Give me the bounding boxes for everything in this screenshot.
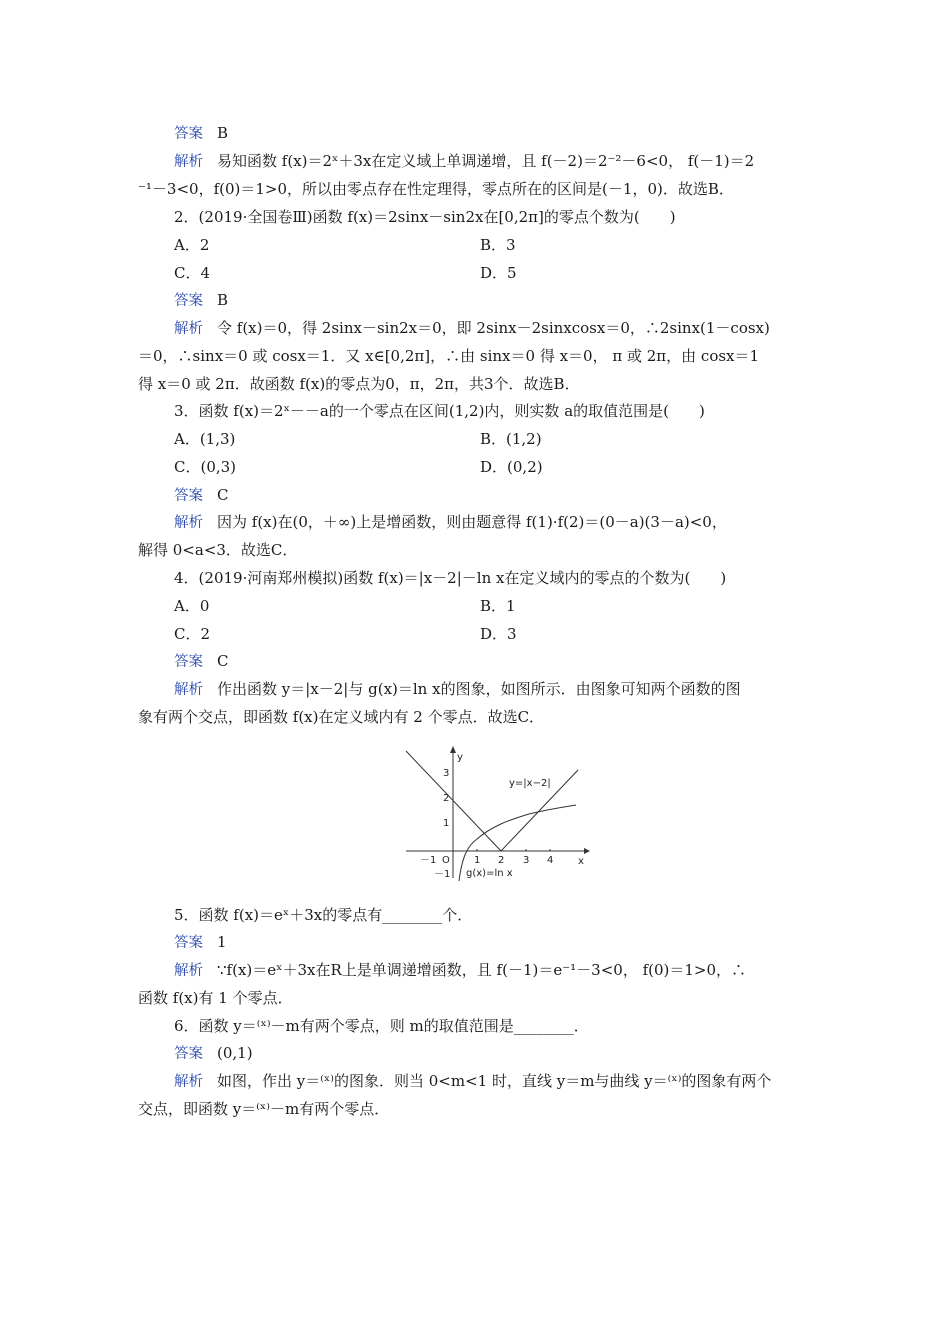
answer-label: 答案 [174,654,203,670]
y-tick-label: 3 [443,768,450,779]
solution-label: 解析 [174,963,203,979]
q6-solution-line-1 [174,1071,814,1092]
q5-answer-row [174,932,814,953]
solution-label: 解析 [174,321,203,337]
function-graph-figure [404,746,590,882]
q3-option-c: C．(0,3) [174,458,237,476]
solution-text: ∵f(x)＝eˣ＋3x在R上是单调递增函数，且 f(－1)＝e⁻¹－3<0， f(0)＝1>0，∴ [217,961,747,979]
x-tick-label: 4 [547,855,554,866]
solution-text: 作出函数 y＝|x－2|与 g(x)＝ln x的图象，如图所示．由图象可知两个函数的图 [217,680,741,698]
q2-stem: 2．(2019·全国卷Ⅲ)函数 f(x)＝2sinx－sin2x在[0,2π]的零点个数为( ) [174,208,676,226]
answer-value: B [217,124,229,142]
solution-text: 令 f(x)＝0，得 2sinx－sin2x＝0，即 2sinx－2sinxcosx＝0，∴2sinx(1－cosx) [217,319,770,337]
x-tick-label: －1 [420,855,437,866]
answer-label: 答案 [174,488,203,504]
x-axis-arrow [584,848,590,854]
answer-value: C [217,652,229,670]
solution-text: 如图，作出 y＝⁽ˣ⁾的图象．则当 0<m<1 时，直线 y＝m与曲线 y＝⁽ˣ⁾的图象有两个 [217,1072,772,1090]
q2-solution-line-3: 得 x＝0 或 2π．故函数 f(x)的零点为0，π，2π，共3个．故选B． [138,375,580,393]
q2-answer-row [174,290,814,311]
q1-answer-row [174,123,814,144]
solution-text: 易知函数 f(x)＝2ˣ＋3x在定义域上单调递增，且 f(－2)＝2⁻²－6<0， f(－1)＝2 [217,152,755,170]
q6-answer-row [174,1043,814,1064]
x-tick-label: 1 [474,855,481,866]
q2-option-b: B．3 [480,236,516,254]
q3-solution-line-2: 解得 0<a<3．故选C． [138,541,298,559]
abs-function-curve [406,751,578,851]
answer-value: B [217,291,229,309]
x-tick-label: 3 [523,855,530,866]
y-axis-arrow [450,746,456,753]
x-tick-label: 2 [498,855,505,866]
q3-answer-row [174,485,814,506]
q3-option-a: A．(1,3) [174,430,236,448]
q2-option-c: C．4 [174,264,211,282]
y-tick-label: 2 [443,793,450,804]
x-axis-label: x [578,856,584,867]
q4-option-d: D．3 [480,625,517,643]
answer-label: 答案 [174,293,203,309]
y-tick-label: 1 [443,818,450,829]
q4-option-b: B．1 [480,597,516,615]
answer-label: 答案 [174,935,203,951]
q1-solution-line-2: ⁻¹－3<0，f(0)＝1>0，所以由零点存在性定理得，零点所在的区间是(－1，0)．故选B． [138,180,734,198]
answer-value: (0,1) [217,1044,253,1062]
y-axis-label: y [457,752,463,763]
solution-label: 解析 [174,1074,203,1090]
solution-text: 因为 f(x)在(0，＋∞)上是增函数，则由题意得 f(1)·f(2)＝(0－a)(3－a)<0， [217,513,727,531]
q4-solution-line-2: 象有两个交点，即函数 f(x)在定义域内有 2 个零点．故选C． [138,708,545,726]
q2-solution-line-2: ＝0，∴sinx＝0 或 cosx＝1．又 x∈[0,2π]，∴由 sinx＝0 得 x＝0， π 或 2π，由 cosx＝1 [138,347,760,365]
q4-stem: 4．(2019·河南郑州模拟)函数 f(x)＝|x－2|－ln x在定义域内的零点的个数为( ) [174,569,727,587]
q3-option-b: B．(1,2) [480,430,542,448]
abs-function-label: y=|x−2| [509,778,551,789]
q3-option-d: D．(0,2) [480,458,543,476]
q2-option-a: A．2 [174,236,210,254]
q2-option-d: D．5 [480,264,517,282]
q4-option-a: A．0 [174,597,210,615]
answer-label: 答案 [174,126,203,142]
q4-solution-line-1 [174,679,814,700]
answer-value: 1 [217,933,227,951]
q3-stem: 3．函数 f(x)＝2ˣ－－a的一个零点在区间(1,2)内，则实数 a的取值范围是( ) [174,402,705,420]
q2-solution-line-1 [174,318,814,339]
ln-function-label: g(x)=ln x [466,868,513,879]
q5-solution-line-1 [174,960,814,981]
q5-stem: 5．函数 f(x)＝eˣ＋3x的零点有________个． [174,906,473,924]
solution-label: 解析 [174,682,203,698]
solution-label: 解析 [174,154,203,170]
answer-label: 答案 [174,1046,203,1062]
q4-option-c: C．2 [174,625,211,643]
origin-label: O [442,855,450,866]
q5-solution-line-2: 函数 f(x)有 1 个零点． [138,989,293,1007]
solution-label: 解析 [174,515,203,531]
q1-solution-line-1 [174,151,814,172]
q6-solution-line-2: 交点，即函数 y＝⁽ˣ⁾－m有两个零点． [138,1100,390,1118]
q6-stem: 6．函数 y＝⁽ˣ⁾－m有两个零点，则 m的取值范围是________． [174,1017,589,1035]
answer-value: C [217,486,229,504]
q4-answer-row [174,651,814,672]
q3-solution-line-1 [174,512,814,533]
y-tick-label: －1 [434,869,451,880]
